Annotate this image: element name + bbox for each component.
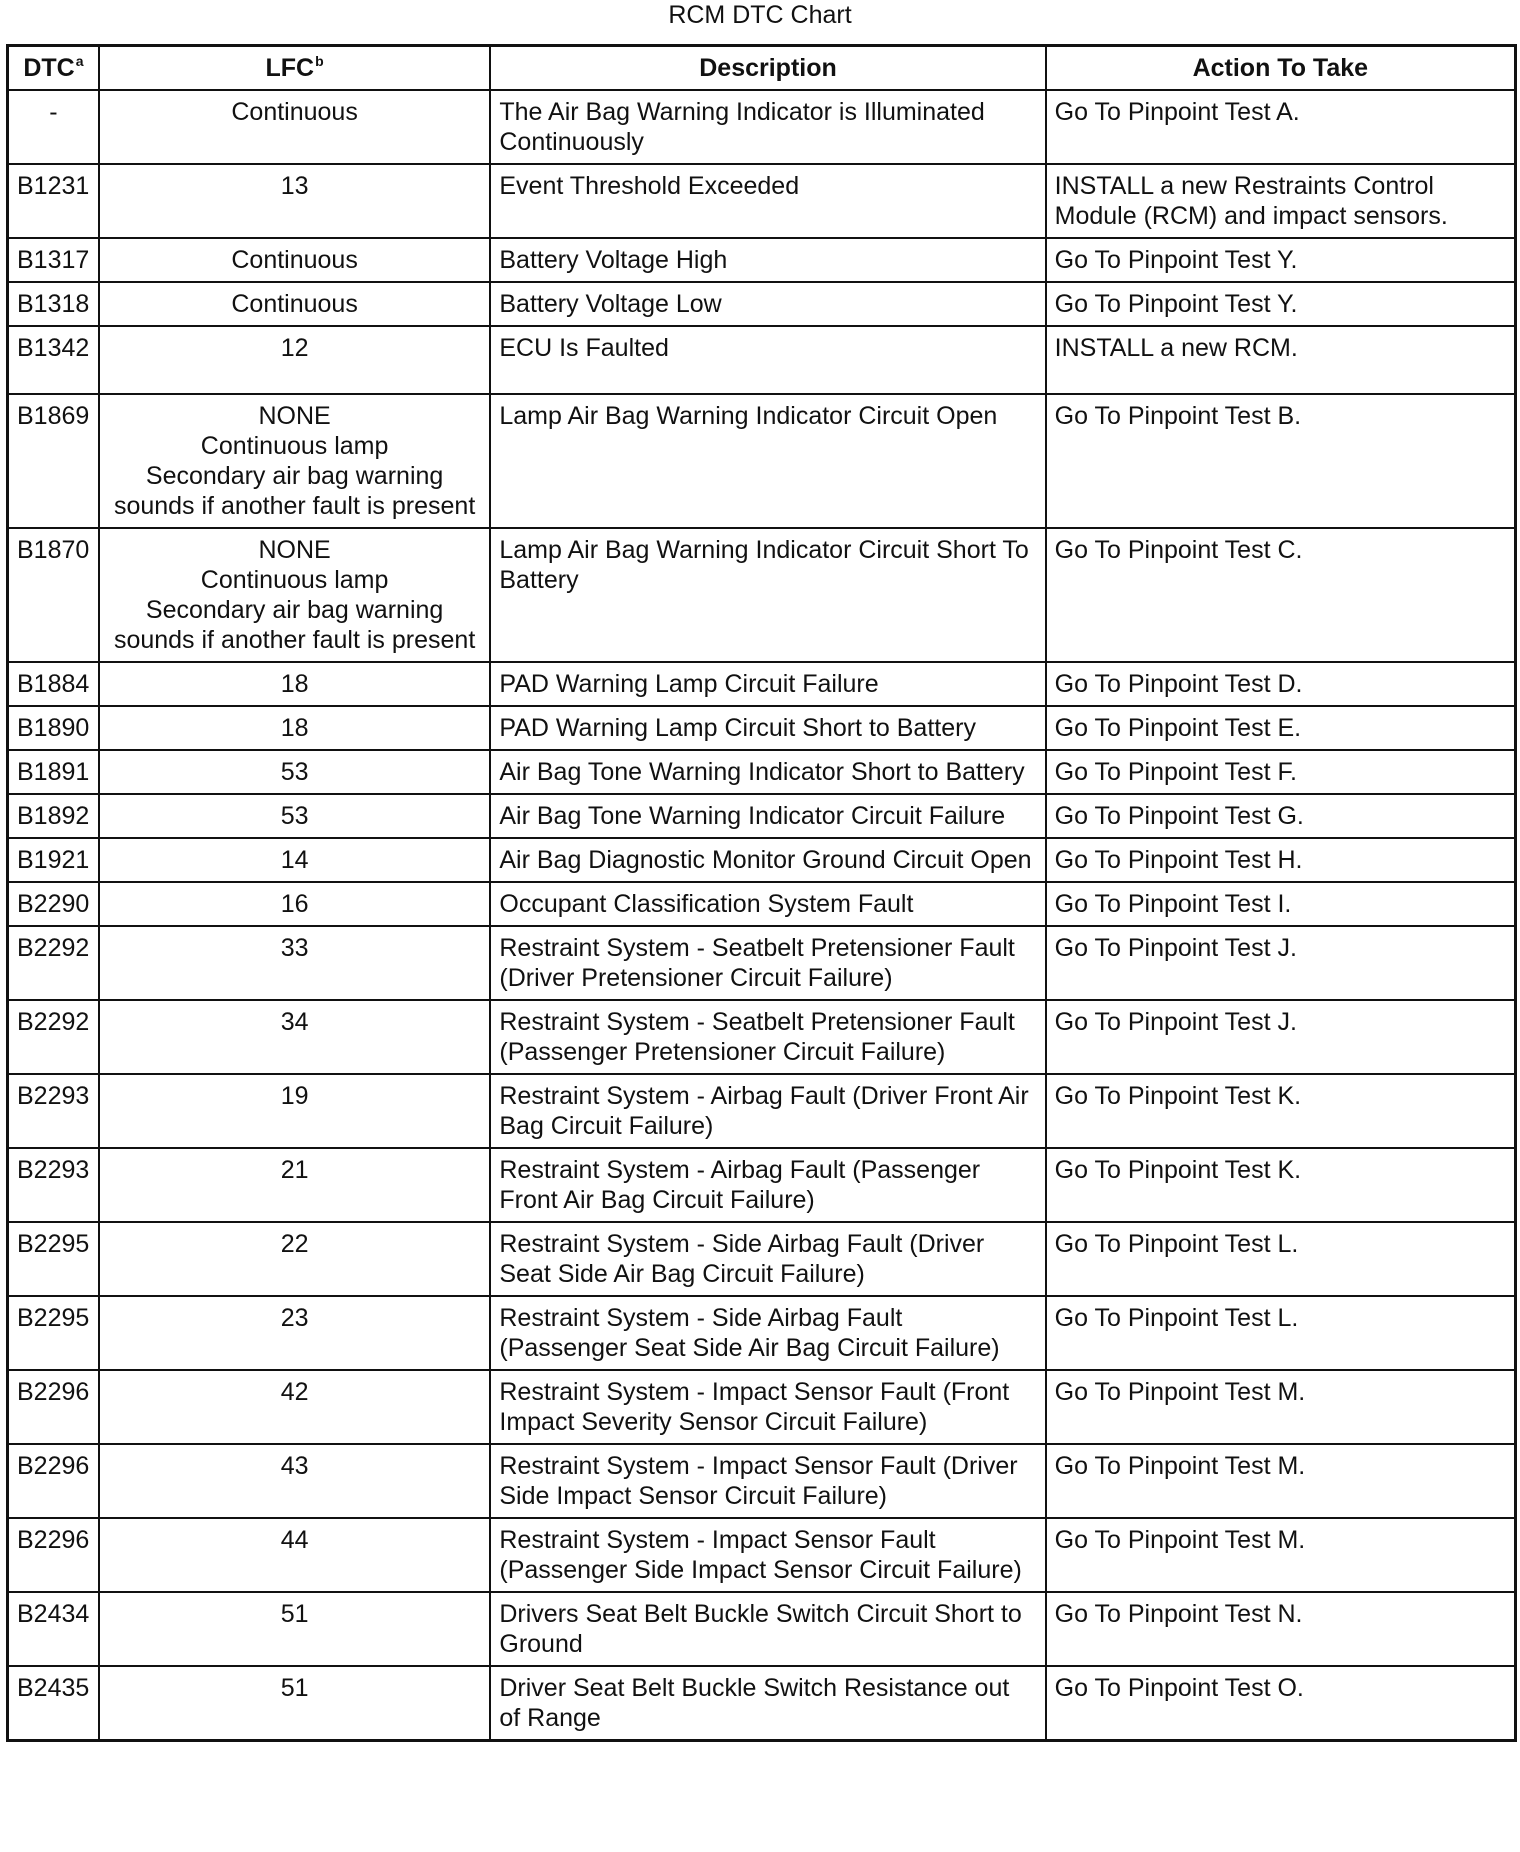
- action-text: Go To Pinpoint Test F.: [1046, 750, 1516, 794]
- table-row: [8, 1592, 1516, 1666]
- dtc-code: -: [8, 90, 99, 164]
- table-row: [8, 1296, 1516, 1370]
- description-text: Lamp Air Bag Warning Indicator Circuit Short To Battery: [490, 528, 1045, 662]
- dtc-code: B2293: [8, 1074, 99, 1148]
- table-row: [8, 1074, 1516, 1148]
- table-row: [8, 926, 1516, 1000]
- lfc-value: 16: [99, 882, 491, 926]
- table-row: [8, 528, 1516, 662]
- action-text: Go To Pinpoint Test M.: [1046, 1444, 1516, 1518]
- description-text: Restraint System - Impact Sensor Fault (Front Impact Severity Sensor Circuit Failure): [490, 1370, 1045, 1444]
- description-text: PAD Warning Lamp Circuit Failure: [490, 662, 1045, 706]
- dtc-code: B1884: [8, 662, 99, 706]
- table-body: [8, 90, 1516, 1741]
- lfc-value: 51: [99, 1666, 491, 1741]
- table-row: [8, 882, 1516, 926]
- lfc-value: NONE Continuous lamp Secondary air bag warning sounds if another fault is present: [99, 528, 491, 662]
- dtc-code: B2292: [8, 1000, 99, 1074]
- table-row: [8, 326, 1516, 394]
- lfc-value: 43: [99, 1444, 491, 1518]
- dtc-code: B2296: [8, 1370, 99, 1444]
- description-text: Battery Voltage High: [490, 238, 1045, 282]
- lfc-value: Continuous: [99, 90, 491, 164]
- action-text: Go To Pinpoint Test Y.: [1046, 238, 1516, 282]
- action-text: Go To Pinpoint Test A.: [1046, 90, 1516, 164]
- lfc-value: 18: [99, 706, 491, 750]
- description-text: Restraint System - Side Airbag Fault (Driver Seat Side Air Bag Circuit Failure): [490, 1222, 1045, 1296]
- action-text: Go To Pinpoint Test O.: [1046, 1666, 1516, 1741]
- dtc-code: B2296: [8, 1518, 99, 1592]
- description-text: Battery Voltage Low: [490, 282, 1045, 326]
- dtc-code: B2296: [8, 1444, 99, 1518]
- dtc-code: B1317: [8, 238, 99, 282]
- dtc-code: B2290: [8, 882, 99, 926]
- description-text: Air Bag Tone Warning Indicator Short to Battery: [490, 750, 1045, 794]
- dtc-table: [6, 44, 1517, 1742]
- table-row: [8, 1148, 1516, 1222]
- header-action: Action To Take: [1046, 46, 1516, 91]
- action-text: Go To Pinpoint Test B.: [1046, 394, 1516, 528]
- dtc-code: B1870: [8, 528, 99, 662]
- table-row: [8, 238, 1516, 282]
- action-text: Go To Pinpoint Test G.: [1046, 794, 1516, 838]
- action-text: Go To Pinpoint Test M.: [1046, 1370, 1516, 1444]
- lfc-value: 14: [99, 838, 491, 882]
- table-row: [8, 1000, 1516, 1074]
- lfc-value: 33: [99, 926, 491, 1000]
- description-text: PAD Warning Lamp Circuit Short to Battery: [490, 706, 1045, 750]
- table-row: [8, 164, 1516, 238]
- action-text: INSTALL a new Restraints Control Module (RCM) and impact sensors.: [1046, 164, 1516, 238]
- description-text: Event Threshold Exceeded: [490, 164, 1045, 238]
- table-row: [8, 1370, 1516, 1444]
- action-text: Go To Pinpoint Test H.: [1046, 838, 1516, 882]
- lfc-value: 13: [99, 164, 491, 238]
- action-text: Go To Pinpoint Test K.: [1046, 1074, 1516, 1148]
- table-row: [8, 838, 1516, 882]
- lfc-value: 42: [99, 1370, 491, 1444]
- table-row: [8, 282, 1516, 326]
- table-row: [8, 1222, 1516, 1296]
- dtc-code: B1891: [8, 750, 99, 794]
- description-text: Restraint System - Impact Sensor Fault (Passenger Side Impact Sensor Circuit Failure): [490, 1518, 1045, 1592]
- table-row: [8, 662, 1516, 706]
- dtc-code: B1231: [8, 164, 99, 238]
- action-text: Go To Pinpoint Test E.: [1046, 706, 1516, 750]
- header-lfc: [99, 46, 491, 91]
- action-text: Go To Pinpoint Test C.: [1046, 528, 1516, 662]
- description-text: Drivers Seat Belt Buckle Switch Circuit Short to Ground: [490, 1592, 1045, 1666]
- table-row: [8, 1666, 1516, 1741]
- description-text: The Air Bag Warning Indicator is Illuminated Continuously: [490, 90, 1045, 164]
- action-text: Go To Pinpoint Test D.: [1046, 662, 1516, 706]
- dtc-code: B1342: [8, 326, 99, 394]
- dtc-code: B2293: [8, 1148, 99, 1222]
- lfc-value: 18: [99, 662, 491, 706]
- action-text: Go To Pinpoint Test N.: [1046, 1592, 1516, 1666]
- action-text: Go To Pinpoint Test J.: [1046, 1000, 1516, 1074]
- description-text: Restraint System - Impact Sensor Fault (Driver Side Impact Sensor Circuit Failure): [490, 1444, 1045, 1518]
- action-text: Go To Pinpoint Test L.: [1046, 1296, 1516, 1370]
- table-row: [8, 1518, 1516, 1592]
- table-row: [8, 1444, 1516, 1518]
- description-text: Restraint System - Airbag Fault (Driver Front Air Bag Circuit Failure): [490, 1074, 1045, 1148]
- dtc-code: B2295: [8, 1222, 99, 1296]
- dtc-code: B2434: [8, 1592, 99, 1666]
- dtc-code: B2292: [8, 926, 99, 1000]
- lfc-value: 34: [99, 1000, 491, 1074]
- table-row: [8, 90, 1516, 164]
- lfc-value: 22: [99, 1222, 491, 1296]
- header-dtc-label: DTC: [23, 54, 75, 82]
- header-dtc: [8, 46, 99, 91]
- action-text: Go To Pinpoint Test J.: [1046, 926, 1516, 1000]
- description-text: Restraint System - Side Airbag Fault (Passenger Seat Side Air Bag Circuit Failure): [490, 1296, 1045, 1370]
- lfc-value: 53: [99, 750, 491, 794]
- chart-title: RCM DTC Chart: [668, 1, 852, 29]
- lfc-value: 12: [99, 326, 491, 394]
- dtc-code: B2295: [8, 1296, 99, 1370]
- action-text: INSTALL a new RCM.: [1046, 326, 1516, 394]
- description-text: Restraint System - Seatbelt Pretensioner Fault (Driver Pretensioner Circuit Failure): [490, 926, 1045, 1000]
- description-text: Lamp Air Bag Warning Indicator Circuit Open: [490, 394, 1045, 528]
- description-text: Driver Seat Belt Buckle Switch Resistance out of Range: [490, 1666, 1045, 1741]
- table-header-row: [8, 46, 1516, 91]
- header-dtc-footnote: a: [75, 53, 84, 69]
- lfc-value: 23: [99, 1296, 491, 1370]
- header-lfc-footnote: b: [315, 53, 324, 69]
- lfc-value: 53: [99, 794, 491, 838]
- description-text: Air Bag Diagnostic Monitor Ground Circuit Open: [490, 838, 1045, 882]
- table-row: [8, 794, 1516, 838]
- dtc-code: B1921: [8, 838, 99, 882]
- lfc-value: 21: [99, 1148, 491, 1222]
- table-row: [8, 394, 1516, 528]
- action-text: Go To Pinpoint Test I.: [1046, 882, 1516, 926]
- description-text: Restraint System - Airbag Fault (Passenger Front Air Bag Circuit Failure): [490, 1148, 1045, 1222]
- lfc-value: 19: [99, 1074, 491, 1148]
- table-row: [8, 750, 1516, 794]
- dtc-code: B1869: [8, 394, 99, 528]
- action-text: Go To Pinpoint Test L.: [1046, 1222, 1516, 1296]
- header-lfc-label: LFC: [265, 54, 315, 82]
- table-row: [8, 706, 1516, 750]
- action-text: Go To Pinpoint Test M.: [1046, 1518, 1516, 1592]
- dtc-code: B2435: [8, 1666, 99, 1741]
- dtc-code: B1892: [8, 794, 99, 838]
- description-text: ECU Is Faulted: [490, 326, 1045, 394]
- lfc-value: 51: [99, 1592, 491, 1666]
- description-text: Air Bag Tone Warning Indicator Circuit Failure: [490, 794, 1045, 838]
- header-description: Description: [490, 46, 1045, 91]
- description-text: Occupant Classification System Fault: [490, 882, 1045, 926]
- dtc-code: B1890: [8, 706, 99, 750]
- lfc-value: Continuous: [99, 282, 491, 326]
- dtc-code: B1318: [8, 282, 99, 326]
- action-text: Go To Pinpoint Test Y.: [1046, 282, 1516, 326]
- description-text: Restraint System - Seatbelt Pretensioner Fault (Passenger Pretensioner Circuit Failure): [490, 1000, 1045, 1074]
- lfc-value: 44: [99, 1518, 491, 1592]
- lfc-value: NONE Continuous lamp Secondary air bag warning sounds if another fault is present: [99, 394, 491, 528]
- lfc-value: Continuous: [99, 238, 491, 282]
- action-text: Go To Pinpoint Test K.: [1046, 1148, 1516, 1222]
